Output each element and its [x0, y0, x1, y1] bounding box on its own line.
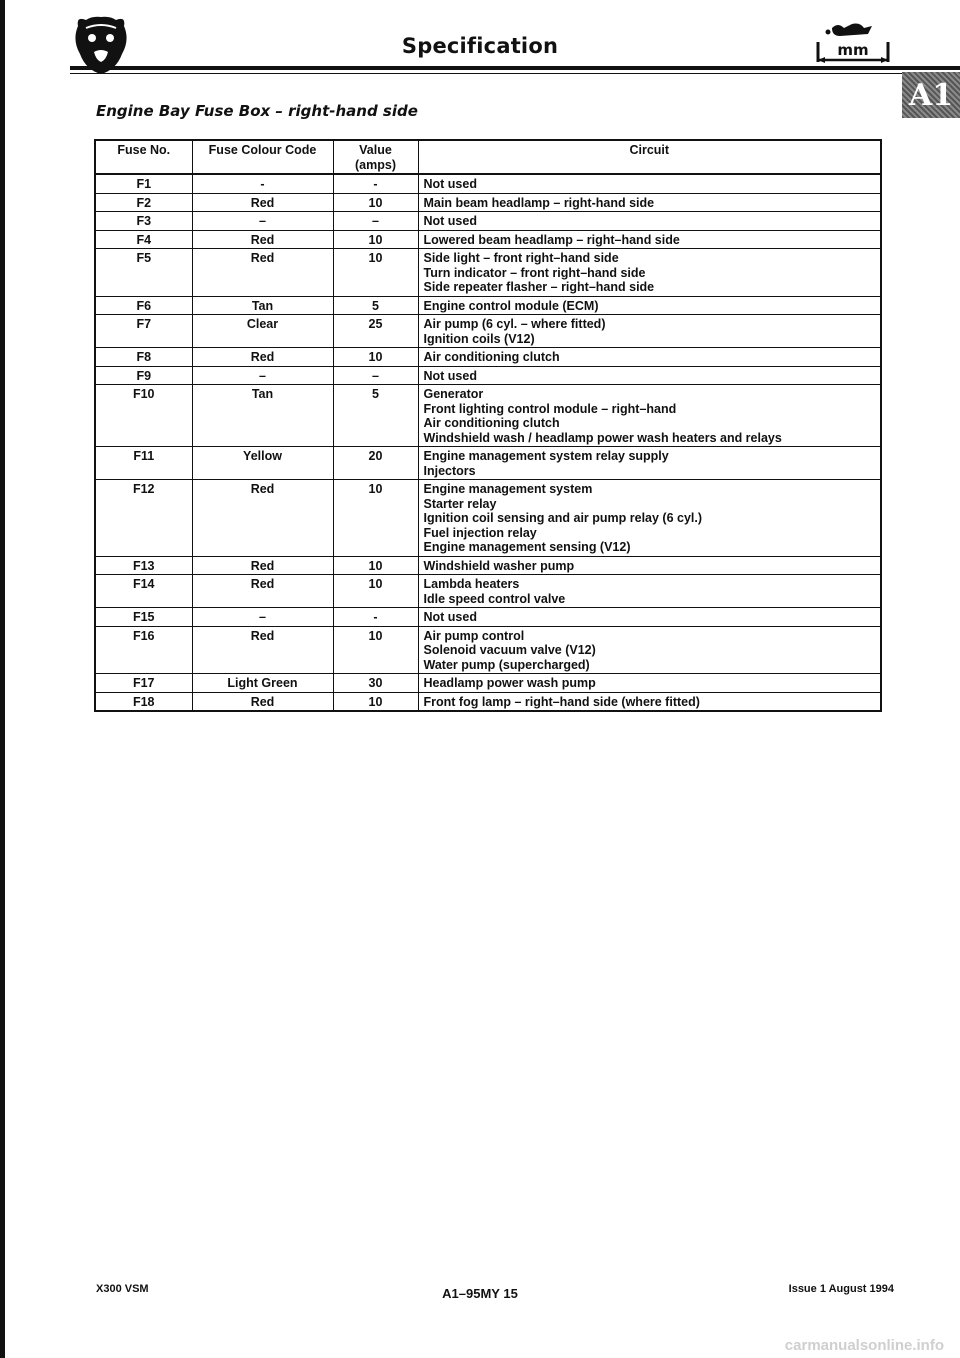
circuit-line: Not used: [423, 214, 477, 228]
fuse-colour-cell: Light Green: [192, 674, 333, 693]
table-row: [95, 626, 881, 674]
footer-doc-code: X300 VSM: [96, 1283, 149, 1295]
fuse-number-cell: F17: [95, 674, 192, 693]
footer-page-number: A1–95MY 15: [442, 1286, 518, 1301]
fuse-colour-cell: Red: [192, 692, 333, 711]
circuit-line: Water pump (supercharged): [423, 657, 590, 672]
fuse-colour-cell: –: [192, 366, 333, 385]
circuit-cell: [418, 626, 881, 674]
section-tab: A1: [902, 72, 960, 118]
fuse-value-cell: 10: [333, 193, 418, 212]
circuit-line: Windshield wash / headlamp power wash heaters and relays: [423, 430, 782, 445]
circuit-line: Main beam headlamp – right-hand side: [423, 195, 655, 210]
fuse-value-cell: -: [333, 174, 418, 193]
table-row: [95, 447, 881, 480]
circuit-cell: [418, 575, 881, 608]
circuit-line: Ignition coil sensing and air pump relay (6 cyl.): [423, 511, 703, 525]
circuit-cell: [418, 385, 881, 447]
circuit-line: Engine management system: [423, 482, 593, 496]
circuit-line: Engine management system relay supply: [423, 449, 669, 463]
circuit-line: Side repeater flasher – right–hand side: [423, 280, 655, 294]
unit-label: mm: [837, 41, 869, 59]
table-row: [95, 348, 881, 367]
fuse-value-cell: 25: [333, 315, 418, 348]
circuit-cell: [418, 480, 881, 557]
circuit-line: Front fog lamp – right–hand side (where fitted): [423, 694, 700, 709]
fuse-colour-cell: Red: [192, 348, 333, 367]
table-row: [95, 385, 881, 447]
fuse-colour-cell: Red: [192, 626, 333, 674]
fuse-value-cell: 10: [333, 692, 418, 711]
fuse-colour-cell: Red: [192, 193, 333, 212]
footer-issue-date: Issue 1 August 1994: [788, 1283, 894, 1295]
table-header-row: [95, 140, 881, 174]
fuse-table: [94, 139, 882, 712]
circuit-line: Side light – front right–hand side: [423, 251, 619, 265]
fuse-colour-cell: Red: [192, 480, 333, 557]
fuse-colour-cell: Red: [192, 556, 333, 575]
header-rule: [70, 66, 960, 70]
circuit-cell: [418, 315, 881, 348]
fuse-colour-cell: Clear: [192, 315, 333, 348]
circuit-line: Air conditioning clutch: [423, 350, 560, 364]
circuit-cell: [418, 174, 881, 193]
fuse-value-cell: –: [333, 212, 418, 231]
circuit-line: Headlamp power wash pump: [423, 676, 596, 690]
fuse-number-cell: F2: [95, 193, 192, 212]
circuit-line: Engine control module (ECM): [423, 298, 599, 313]
fuse-value-cell: 30: [333, 674, 418, 693]
circuit-cell: [418, 692, 881, 711]
fuse-number-cell: F14: [95, 575, 192, 608]
oil-can-mm-icon: [810, 20, 896, 66]
circuit-line: Solenoid vacuum valve (V12): [423, 643, 596, 657]
fuse-number-cell: F11: [95, 447, 192, 480]
circuit-line: Fuel injection relay: [423, 525, 537, 540]
circuit-line: Windshield washer pump: [423, 558, 575, 573]
table-row: [95, 193, 881, 212]
watermark: carmanualsonline.info: [784, 1337, 944, 1354]
fuse-number-cell: F6: [95, 296, 192, 315]
fuse-colour-cell: -: [192, 174, 333, 193]
fuse-number-cell: F9: [95, 366, 192, 385]
fuse-value-cell: 10: [333, 230, 418, 249]
table-row: [95, 480, 881, 557]
fuse-colour-cell: –: [192, 212, 333, 231]
fuse-value-cell: –: [333, 366, 418, 385]
header-colour-code: Fuse Colour Code: [192, 140, 333, 174]
circuit-line: Turn indicator – front right–hand side: [423, 265, 646, 280]
header-rule-thin: [70, 73, 960, 74]
page-title: Specification: [401, 34, 559, 58]
fuse-colour-cell: –: [192, 608, 333, 627]
fuse-number-cell: F18: [95, 692, 192, 711]
table-row: [95, 230, 881, 249]
circuit-line: Ignition coils (V12): [423, 331, 535, 346]
circuit-line: Starter relay: [423, 496, 497, 511]
fuse-value-cell: 10: [333, 575, 418, 608]
fuse-colour-cell: Tan: [192, 385, 333, 447]
fuse-number-cell: F13: [95, 556, 192, 575]
fuse-number-cell: F4: [95, 230, 192, 249]
header-value-line2: (amps): [355, 157, 396, 172]
table-row: [95, 674, 881, 693]
fuse-value-cell: 10: [333, 249, 418, 297]
fuse-number-cell: F7: [95, 315, 192, 348]
circuit-line: Lowered beam headlamp – right–hand side: [423, 232, 680, 247]
header-fuse-no: Fuse No.: [95, 140, 192, 174]
fuse-value-cell: 10: [333, 556, 418, 575]
table-row: [95, 366, 881, 385]
circuit-cell: [418, 447, 881, 480]
circuit-cell: [418, 556, 881, 575]
fuse-value-cell: 10: [333, 626, 418, 674]
page-edge-bar: [0, 0, 5, 1358]
fuse-value-cell: 5: [333, 385, 418, 447]
fuse-number-cell: F15: [95, 608, 192, 627]
fuse-number-cell: F1: [95, 174, 192, 193]
fuse-colour-cell: Tan: [192, 296, 333, 315]
circuit-line: Air pump (6 cyl. – where fitted): [423, 317, 606, 331]
fuse-colour-cell: Yellow: [192, 447, 333, 480]
table-row: [95, 556, 881, 575]
circuit-line: Not used: [423, 610, 477, 624]
fuse-value-cell: 20: [333, 447, 418, 480]
circuit-line: Idle speed control valve: [423, 591, 566, 606]
fuse-colour-cell: Red: [192, 575, 333, 608]
fuse-value-cell: 5: [333, 296, 418, 315]
circuit-line: Air conditioning clutch: [423, 416, 560, 430]
circuit-cell: [418, 212, 881, 231]
fuse-table-body: [95, 174, 881, 711]
circuit-line: Not used: [423, 177, 477, 191]
fuse-number-cell: F16: [95, 626, 192, 674]
circuit-line: Lambda heaters: [423, 577, 520, 591]
fuse-value-cell: -: [333, 608, 418, 627]
header-circuit: Circuit: [418, 140, 881, 174]
table-row: [95, 174, 881, 193]
circuit-cell: [418, 230, 881, 249]
table-row: [95, 692, 881, 711]
fuse-number-cell: F12: [95, 480, 192, 557]
fuse-value-cell: 10: [333, 480, 418, 557]
fuse-number-cell: F10: [95, 385, 192, 447]
circuit-line: Front lighting control module – right–hand: [423, 401, 677, 416]
circuit-line: Air pump control: [423, 628, 525, 643]
circuit-line: Generator: [423, 387, 484, 401]
header-value: [333, 140, 418, 174]
circuit-cell: [418, 296, 881, 315]
table-row: [95, 575, 881, 608]
table-row: [95, 296, 881, 315]
circuit-cell: [418, 674, 881, 693]
fuse-colour-cell: Red: [192, 230, 333, 249]
circuit-line: Injectors: [423, 463, 476, 478]
fuse-colour-cell: Red: [192, 249, 333, 297]
fuse-value-cell: 10: [333, 348, 418, 367]
table-row: [95, 608, 881, 627]
circuit-cell: [418, 366, 881, 385]
circuit-cell: [418, 608, 881, 627]
fuse-number-cell: F3: [95, 212, 192, 231]
header-value-line1: Value: [359, 143, 392, 157]
table-row: [95, 212, 881, 231]
circuit-cell: [418, 249, 881, 297]
circuit-cell: [418, 193, 881, 212]
circuit-cell: [418, 348, 881, 367]
table-row: [95, 249, 881, 297]
fuse-number-cell: F8: [95, 348, 192, 367]
circuit-line: Not used: [423, 368, 477, 383]
table-row: [95, 315, 881, 348]
section-heading: Engine Bay Fuse Box – right-hand side: [96, 102, 418, 120]
circuit-line: Engine management sensing (V12): [423, 540, 631, 554]
fuse-number-cell: F5: [95, 249, 192, 297]
